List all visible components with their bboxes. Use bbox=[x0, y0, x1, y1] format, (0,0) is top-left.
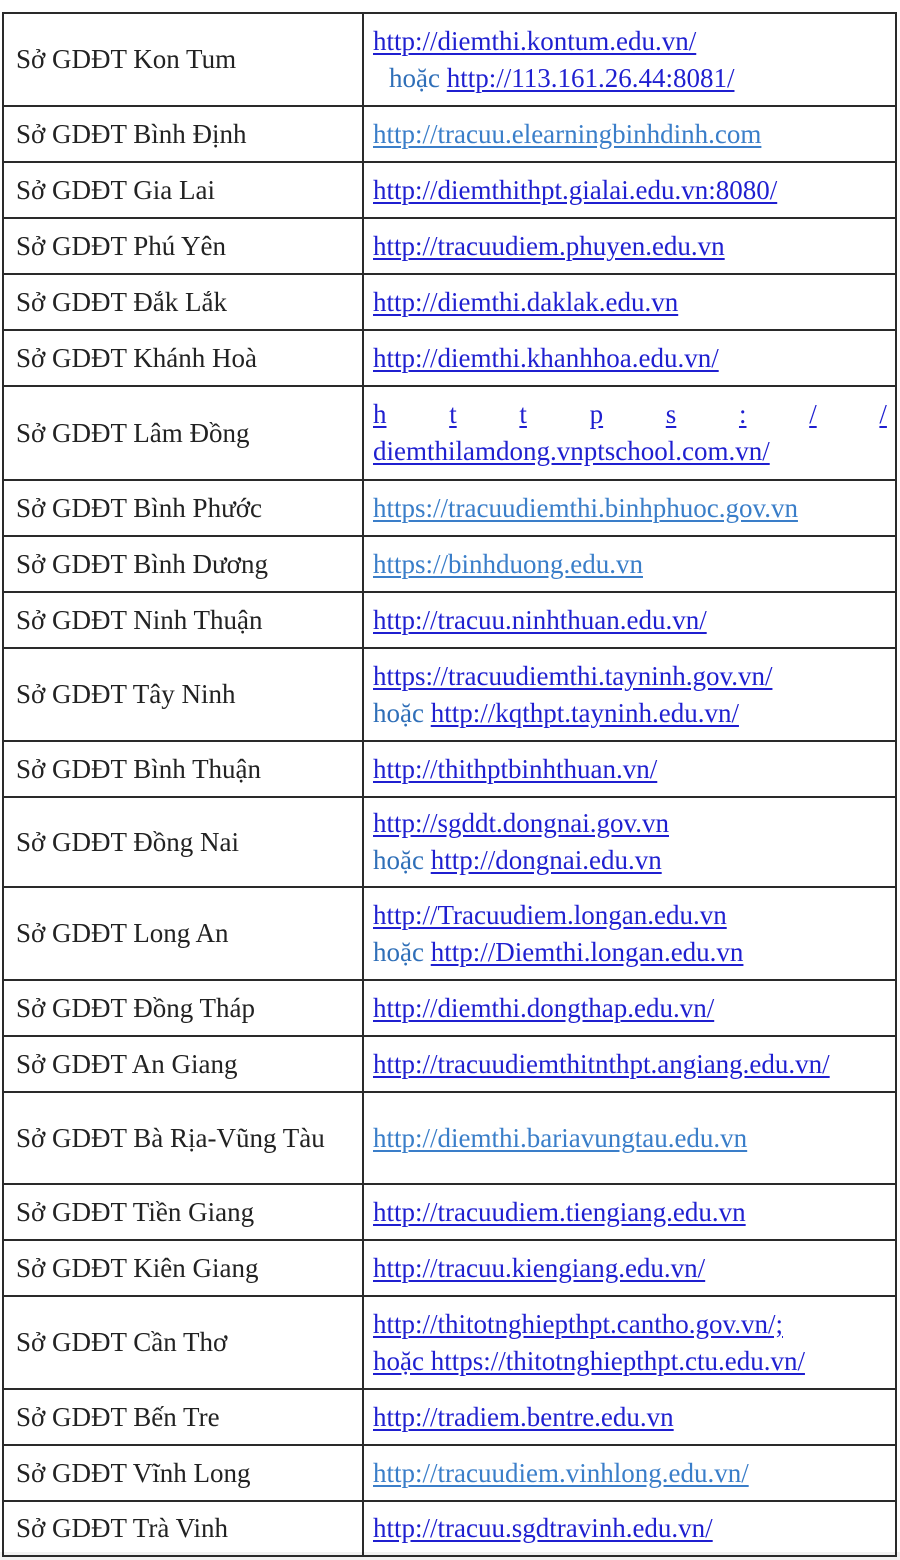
lookup-links-cell bbox=[363, 1092, 896, 1184]
department-name-cell: Sở GDĐT Bình Thuận bbox=[3, 741, 363, 797]
table-row bbox=[3, 648, 896, 741]
link-line bbox=[373, 546, 887, 583]
lookup-links-cell bbox=[363, 797, 896, 887]
department-name-cell: Sở GDĐT Khánh Hoà bbox=[3, 330, 363, 386]
lookup-links-cell bbox=[363, 1036, 896, 1092]
alternative-prefix: hoặc bbox=[389, 62, 447, 93]
link-line bbox=[373, 60, 887, 97]
lookup-url-link[interactable]: http://Diemthi.longan.edu.vn bbox=[430, 936, 744, 967]
department-name-cell: Sở GDĐT Ninh Thuận bbox=[3, 592, 363, 648]
link-line bbox=[373, 1194, 887, 1231]
table-row bbox=[3, 980, 896, 1036]
department-name-cell: Sở GDĐT Tây Ninh bbox=[3, 648, 363, 741]
lookup-links-cell bbox=[363, 887, 896, 980]
department-name-cell: Sở GDĐT Phú Yên bbox=[3, 218, 363, 274]
link-line bbox=[373, 1510, 887, 1547]
lookup-links-cell bbox=[363, 741, 896, 797]
link-line bbox=[373, 934, 887, 971]
spread-character: s bbox=[665, 399, 677, 429]
link-line bbox=[373, 602, 887, 639]
lookup-links-cell bbox=[363, 1296, 896, 1389]
department-name-cell: Sở GDĐT Bà Rịa-Vũng Tàu bbox=[3, 1092, 363, 1184]
lookup-url-link[interactable]: http://diemthi.daklak.edu.vn bbox=[373, 286, 679, 317]
link-line bbox=[373, 990, 887, 1027]
department-name-cell: Sở GDĐT Bến Tre bbox=[3, 1389, 363, 1445]
department-name-cell: Sở GDĐT Kiên Giang bbox=[3, 1240, 363, 1296]
spread-character: p bbox=[589, 399, 604, 429]
lookup-url-link[interactable] bbox=[373, 396, 887, 433]
lookup-url-link[interactable]: http://tracuudiem.tiengiang.edu.vn bbox=[373, 1196, 746, 1227]
table-row bbox=[3, 218, 896, 274]
table-row bbox=[3, 741, 896, 797]
department-name-cell: Sở GDĐT Đồng Nai bbox=[3, 797, 363, 887]
lookup-url-link[interactable]: http://tracuudiemthitnthpt.angiang.edu.vn/ bbox=[373, 1048, 830, 1079]
lookup-links-cell bbox=[363, 1501, 896, 1556]
link-line bbox=[373, 116, 887, 153]
lookup-url-link[interactable]: http://Tracuudiem.longan.edu.vn bbox=[373, 899, 727, 930]
table-row bbox=[3, 536, 896, 592]
lookup-url-link[interactable]: http://thithptbinhthuan.vn/ bbox=[373, 753, 658, 784]
department-name-cell: Sở GDĐT Đắk Lắk bbox=[3, 274, 363, 330]
link-line bbox=[373, 284, 887, 321]
link-line bbox=[373, 340, 887, 377]
spread-character: t bbox=[449, 399, 457, 429]
table-row bbox=[3, 1184, 896, 1240]
link-line bbox=[373, 842, 887, 879]
lookup-links-cell bbox=[363, 162, 896, 218]
department-name-cell: Sở GDĐT Đồng Tháp bbox=[3, 980, 363, 1036]
exam-score-lookup-table bbox=[2, 12, 897, 1557]
table-row bbox=[3, 330, 896, 386]
lookup-url-link[interactable]: diemthilamdong.vnptschool.com.vn/ bbox=[373, 436, 770, 466]
link-line bbox=[373, 1046, 887, 1083]
link-line bbox=[373, 228, 887, 265]
link-line bbox=[373, 805, 887, 842]
department-name-cell: Sở GDĐT Vĩnh Long bbox=[3, 1445, 363, 1501]
department-name-cell: Sở GDĐT Kon Tum bbox=[3, 13, 363, 106]
lookup-links-cell bbox=[363, 13, 896, 106]
lookup-url-link[interactable]: https://binhduong.edu.vn bbox=[373, 548, 643, 579]
lookup-links-cell bbox=[363, 386, 896, 480]
table-row bbox=[3, 1036, 896, 1092]
lookup-links-cell bbox=[363, 536, 896, 592]
lookup-links-cell bbox=[363, 1445, 896, 1501]
table-row bbox=[3, 887, 896, 980]
department-name-cell: Sở GDĐT Bình Phước bbox=[3, 480, 363, 536]
spread-character: : bbox=[738, 399, 747, 429]
table-row bbox=[3, 162, 896, 218]
link-line bbox=[373, 1250, 887, 1287]
department-name-cell: Sở GDĐT Tiền Giang bbox=[3, 1184, 363, 1240]
lookup-url-link[interactable]: http://113.161.26.44:8081/ bbox=[446, 62, 735, 93]
lookup-links-cell bbox=[363, 648, 896, 741]
lookup-links-cell bbox=[363, 274, 896, 330]
lookup-links-cell bbox=[363, 106, 896, 162]
spread-character: h bbox=[373, 399, 387, 429]
department-name-cell: Sở GDĐT An Giang bbox=[3, 1036, 363, 1092]
lookup-links-cell bbox=[363, 480, 896, 536]
link-line bbox=[373, 751, 887, 788]
alternative-prefix: hoặc bbox=[373, 845, 431, 875]
table-row bbox=[3, 592, 896, 648]
spread-character: / bbox=[879, 399, 887, 429]
table-row bbox=[3, 1445, 896, 1501]
lookup-url-link[interactable]: http://tracuu.kiengiang.edu.vn/ bbox=[373, 1252, 706, 1283]
table-row bbox=[3, 1296, 896, 1389]
table-row bbox=[3, 274, 896, 330]
department-name-cell: Sở GDĐT Gia Lai bbox=[3, 162, 363, 218]
table-row bbox=[3, 13, 896, 106]
link-line bbox=[373, 1399, 887, 1436]
lookup-url-link[interactable]: http://thitotnghiepthpt.cantho.gov.vn/; bbox=[373, 1308, 783, 1339]
department-name-cell: Sở GDĐT Trà Vinh bbox=[3, 1501, 363, 1556]
lookup-url-link[interactable]: http://diemthi.dongthap.edu.vn/ bbox=[373, 992, 715, 1023]
lookup-links-cell bbox=[363, 218, 896, 274]
table-row bbox=[3, 480, 896, 536]
lookup-url-link[interactable]: http://tracuu.sgdtravinh.edu.vn/ bbox=[373, 1513, 713, 1543]
link-line bbox=[373, 490, 887, 527]
table-row bbox=[3, 106, 896, 162]
lookup-url-link[interactable]: http://diemthithpt.gialai.edu.vn:8080/ bbox=[373, 174, 778, 205]
lookup-links-cell bbox=[363, 980, 896, 1036]
lookup-url-link[interactable]: hoặc https://thitotnghiepthpt.ctu.edu.vn/ bbox=[373, 1345, 805, 1376]
department-name-cell: Sở GDĐT Bình Dương bbox=[3, 536, 363, 592]
department-name-cell: Sở GDĐT Lâm Đồng bbox=[3, 386, 363, 480]
lookup-url-link[interactable]: http://diemthi.bariavungtau.edu.vn bbox=[373, 1122, 748, 1153]
table-row bbox=[3, 1240, 896, 1296]
link-line bbox=[373, 433, 887, 470]
lookup-url-link[interactable]: http://diemthi.kontum.edu.vn/ bbox=[373, 25, 697, 56]
alternative-prefix: hoặc bbox=[373, 697, 431, 728]
department-name-cell: Sở GDĐT Cần Thơ bbox=[3, 1296, 363, 1389]
link-line bbox=[373, 897, 887, 934]
department-name-cell: Sở GDĐT Long An bbox=[3, 887, 363, 980]
lookup-url-link[interactable]: http://tracuudiem.phuyen.edu.vn bbox=[373, 230, 725, 261]
lookup-url-link[interactable]: http://dongnai.edu.vn bbox=[430, 845, 662, 875]
lookup-url-link[interactable]: https://tracuudiemthi.tayninh.gov.vn/ bbox=[373, 660, 773, 691]
table-row bbox=[3, 1092, 896, 1184]
link-line bbox=[373, 1120, 887, 1157]
lookup-url-link[interactable]: http://tracuu.ninhthuan.edu.vn/ bbox=[373, 604, 707, 635]
link-line bbox=[373, 695, 887, 732]
lookup-url-link[interactable]: http://sgddt.dongnai.gov.vn bbox=[373, 808, 669, 838]
link-line bbox=[373, 1306, 887, 1343]
table-row bbox=[3, 386, 896, 480]
table-body bbox=[3, 13, 896, 1556]
table-row bbox=[3, 1389, 896, 1445]
link-line bbox=[373, 23, 887, 60]
spread-character: t bbox=[519, 399, 527, 429]
lookup-url-link[interactable]: http://diemthi.khanhhoa.edu.vn/ bbox=[373, 342, 719, 373]
link-line bbox=[373, 1343, 887, 1380]
lookup-url-link[interactable]: https://tracuudiemthi.binhphuoc.gov.vn bbox=[373, 492, 798, 523]
lookup-url-link[interactable]: http://tracuu.elearningbinhdinh.com bbox=[373, 118, 762, 149]
table-row bbox=[3, 1501, 896, 1556]
lookup-links-cell bbox=[363, 1240, 896, 1296]
link-line bbox=[373, 396, 887, 433]
lookup-links-cell bbox=[363, 1389, 896, 1445]
spread-character: / bbox=[809, 399, 817, 429]
lookup-url-link[interactable]: http://tradiem.bentre.edu.vn bbox=[373, 1401, 674, 1432]
table-row bbox=[3, 797, 896, 887]
link-line bbox=[373, 658, 887, 695]
lookup-url-link[interactable]: http://tracuudiem.vinhlong.edu.vn/ bbox=[373, 1457, 749, 1488]
lookup-url-link[interactable]: http://kqthpt.tayninh.edu.vn/ bbox=[430, 697, 739, 728]
alternative-prefix: hoặc bbox=[373, 936, 431, 967]
lookup-links-cell bbox=[363, 1184, 896, 1240]
link-line bbox=[373, 172, 887, 209]
department-name-cell: Sở GDĐT Bình Định bbox=[3, 106, 363, 162]
lookup-links-cell bbox=[363, 330, 896, 386]
lookup-links-cell bbox=[363, 592, 896, 648]
link-line bbox=[373, 1455, 887, 1492]
